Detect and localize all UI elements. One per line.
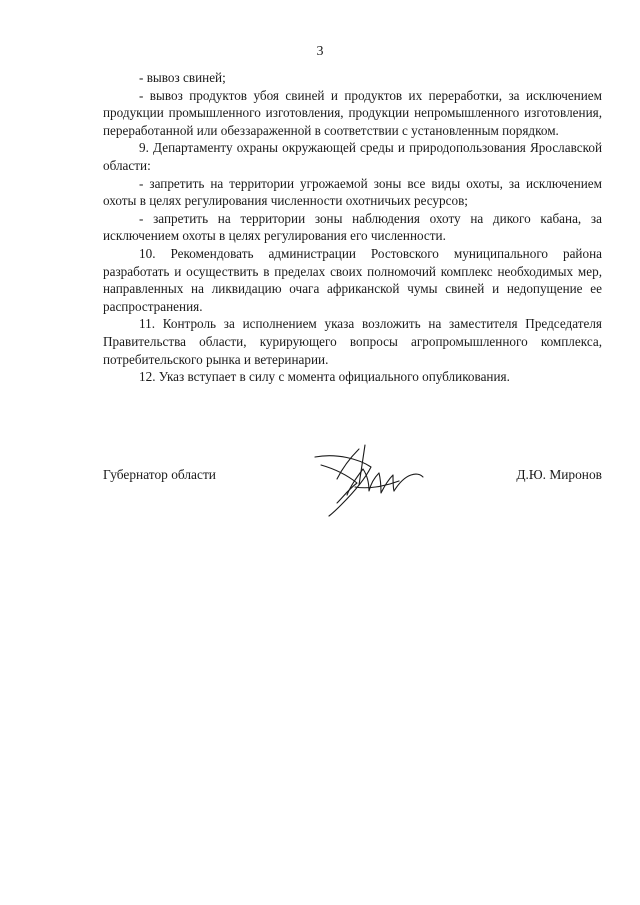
paragraph-item-11: 11. Контроль за исполнением указа возложить на заместителя Председателя Правительства области, курирующего вопросы агропромышленного комплекса, потребительского рынка и ветеринарии. [103,316,602,367]
paragraph-hunting-ban-observation-zone: - запретить на территории зоны наблюдения охоту на дикого кабана, за исключением охоты в целях регулирования его численности. [103,210,602,244]
paragraph-item-9: 9. Департаменту охраны окружающей среды и природопользования Ярославской области: [103,140,602,173]
paragraph-pigs-removal: - вывоз свиней; [139,70,226,85]
signatory-title: Губернатор области [103,467,216,482]
page-number: 3 [316,44,324,59]
paragraph-item-12: 12. Указ вступает в силу с момента официального опубликования. [139,369,510,385]
handwritten-signature [307,439,427,519]
paragraph-item-10: 10. Рекомендовать администрации Ростовского муниципального района разработать и осуществить в пределах своих полномочий комплекс необходимых мер, направленных на ликвидацию очага африканской чумы свиней и недопущение ее распространения. [103,245,602,314]
paragraph-slaughter-products: - вывоз продуктов убоя свиней и продуктов их переработки, за исключением продукции промышленного изготовления, продукции непромышленного изготовления, переработанной или обеззараженной в соответствии с установленным порядком. [103,87,602,138]
signatory-name: Д.Ю. Миронов [516,467,602,482]
document-body [103,69,602,386]
paragraph-hunting-ban-threat-zone: - запретить на территории угрожаемой зоны все виды охоты, за исключением охоты в целях регулирования численности охотничьих ресурсов; [103,175,602,209]
